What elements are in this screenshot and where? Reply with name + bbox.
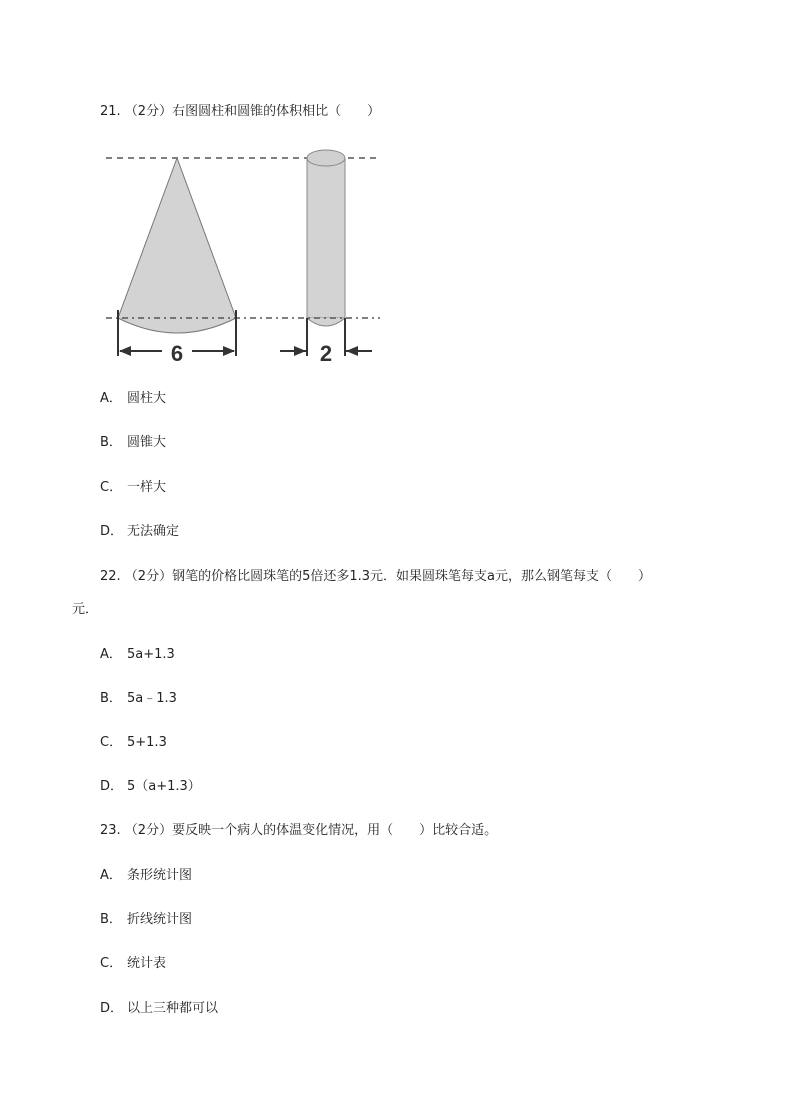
option-text: 5+1.3 — [127, 735, 167, 750]
option-text: 条形统计图 — [127, 868, 193, 883]
option-text: 一样大 — [127, 480, 167, 495]
q22-option-d[interactable] — [100, 779, 201, 795]
q21-option-d[interactable] — [100, 524, 179, 540]
cone-cylinder-figure — [104, 142, 384, 368]
option-letter: C． — [100, 735, 123, 750]
q22-option-b[interactable] — [100, 691, 177, 707]
q23-option-a[interactable] — [100, 868, 192, 884]
question-23-stem: 23. （2分）要反映一个病人的体温变化情况，用（ ）比较合适。 — [100, 823, 498, 838]
option-letter: A． — [100, 868, 122, 883]
cylinder-body — [307, 158, 345, 318]
q21-option-a[interactable] — [100, 391, 166, 407]
q22-option-a[interactable] — [100, 647, 175, 663]
question-22-stem-continued: 元． — [72, 602, 99, 617]
option-text: 5a﹣1.3 — [127, 691, 177, 706]
option-text: 圆柱大 — [127, 391, 167, 406]
option-letter: D． — [100, 779, 124, 794]
q22-option-c[interactable] — [100, 735, 167, 751]
q23-option-b[interactable] — [100, 912, 192, 928]
option-text: 以上三种都可以 — [127, 1001, 219, 1016]
option-text: 5a+1.3 — [127, 647, 175, 662]
q21-option-c[interactable] — [100, 480, 166, 496]
cylinder-base-label: 2 — [319, 341, 333, 366]
option-text: 圆锥大 — [127, 435, 167, 450]
q23-option-d[interactable] — [100, 1001, 218, 1017]
option-letter: B． — [100, 435, 122, 450]
option-letter: B． — [100, 691, 122, 706]
q21-option-b[interactable] — [100, 435, 166, 451]
cone-dim-arrow-right — [223, 346, 235, 356]
option-text: 统计表 — [127, 956, 167, 971]
option-text: 5（a+1.3） — [127, 779, 201, 794]
option-letter: D． — [100, 1001, 124, 1016]
option-text: 无法确定 — [127, 524, 180, 539]
option-text: 折线统计图 — [127, 912, 193, 927]
cone-shape — [118, 158, 236, 333]
option-letter: D． — [100, 524, 124, 539]
cone-base-label: 6 — [170, 341, 184, 366]
cylinder-dim-arrow-left — [294, 346, 306, 356]
option-letter: A． — [100, 391, 122, 406]
option-letter: C． — [100, 480, 123, 495]
cylinder-top — [307, 150, 345, 166]
option-letter: B． — [100, 912, 122, 927]
cylinder-bottom — [307, 318, 345, 326]
cone-dim-arrow-left — [119, 346, 131, 356]
option-letter: C． — [100, 956, 123, 971]
question-22-stem: 22. （2分）钢笔的价格比圆珠笔的5倍还多1.3元．如果圆珠笔每支a元，那么钢笔每支（ ） — [100, 569, 651, 584]
q23-option-c[interactable] — [100, 956, 166, 972]
question-21-stem: 21. （2分）右图圆柱和圆锥的体积相比（ ） — [100, 104, 381, 119]
cylinder-dim-arrow-right — [346, 346, 358, 356]
option-letter: A． — [100, 647, 122, 662]
